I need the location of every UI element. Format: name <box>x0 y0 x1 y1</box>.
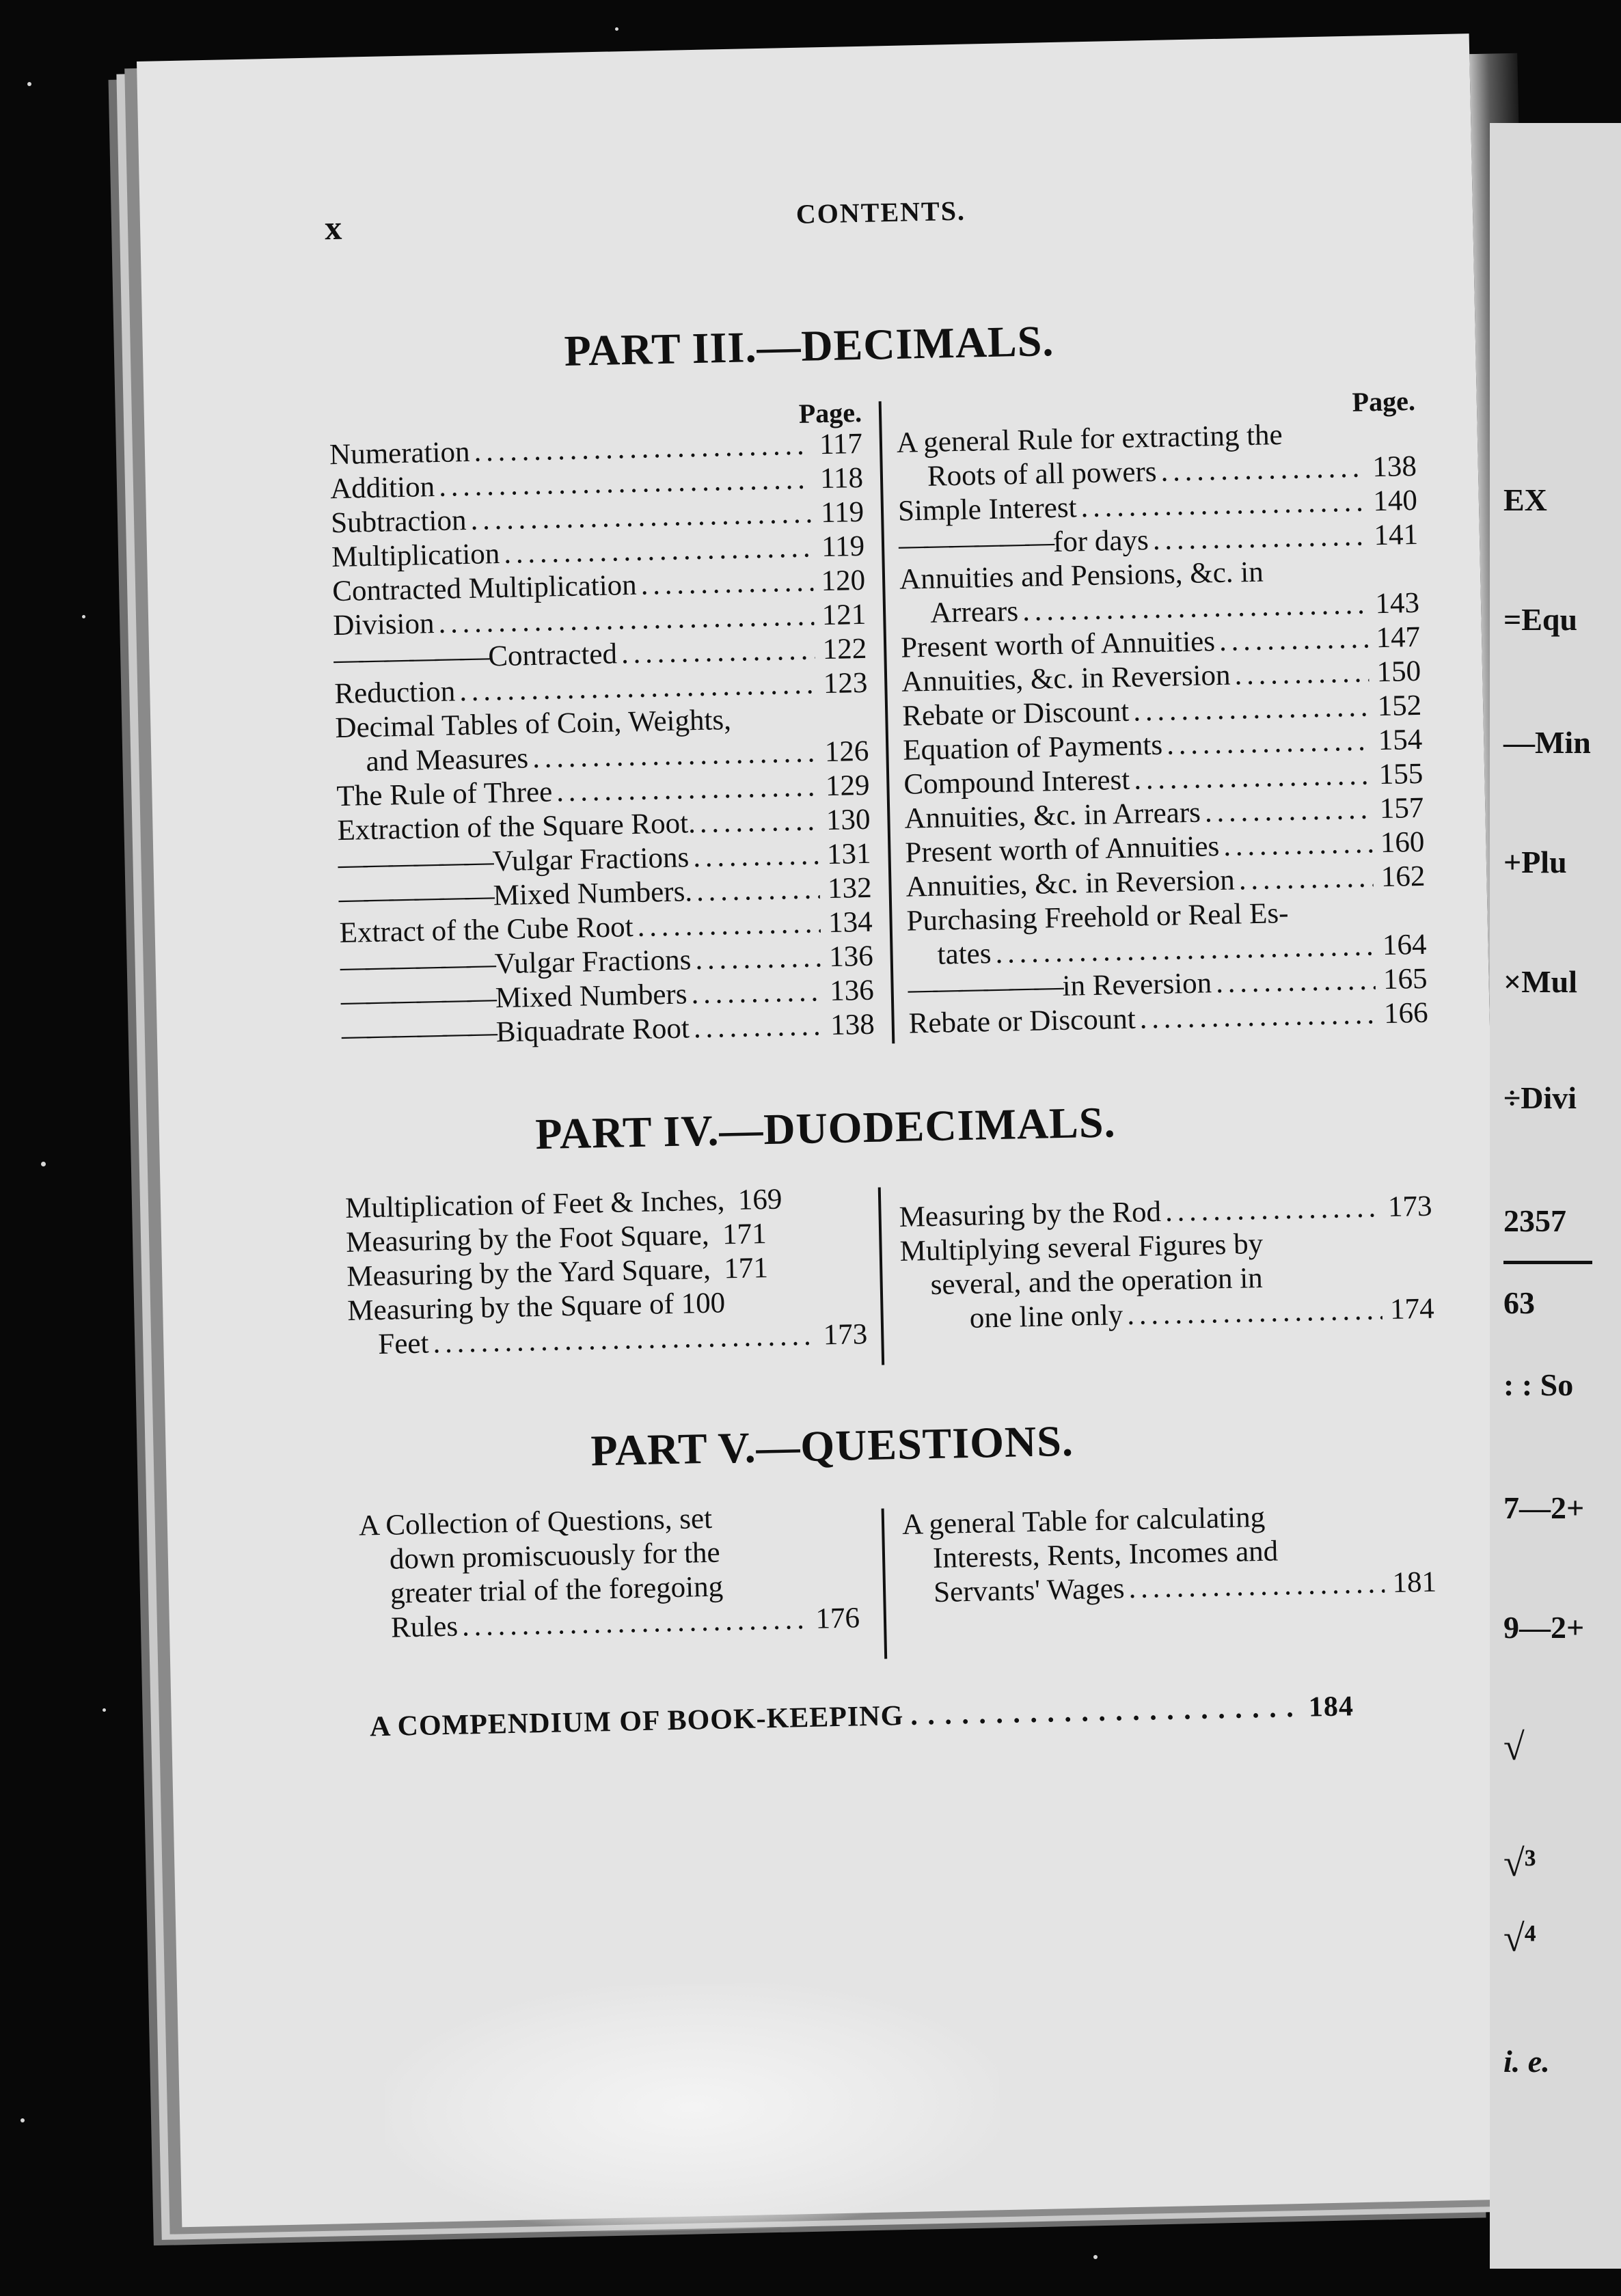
facing-line: ÷Divi <box>1503 1080 1577 1115</box>
toc-entry: Annuities, &c. in Reversion . . . 162 <box>905 860 1426 905</box>
toc-entry: Extract of the Cube Root . . . 134 <box>339 905 873 951</box>
column-divider <box>882 1509 888 1659</box>
root-symbol: √ <box>1503 1726 1525 1768</box>
book-page <box>137 33 1514 2227</box>
toc-entry: Purchasing Freehold or Real Es- <box>906 897 1289 938</box>
facing-line: 2357 <box>1503 1203 1566 1238</box>
dust-speck <box>103 1708 106 1712</box>
toc-entry: Numeration . . . 117 <box>329 427 863 472</box>
toc-entry: Rebate or Discount . . . 152 <box>902 689 1422 734</box>
toc-entry: Reduction . . . 123 <box>334 666 868 711</box>
toc-entry: The Rule of Three . . . 129 <box>336 769 870 814</box>
facing-line: ×Mul <box>1503 964 1577 999</box>
facing-line: —Min <box>1503 725 1591 760</box>
toc-entry: Addition . . . 118 <box>330 461 864 506</box>
dust-speck <box>27 82 31 86</box>
toc-entry: Compound Interest . . . 155 <box>903 757 1424 802</box>
toc-entry: greater trial of the foregoing <box>390 1570 724 1610</box>
toc-entry: —————— in Reversion . . . 165 <box>908 962 1428 1007</box>
toc-entry: Interests, Rents, Incomes and <box>932 1535 1279 1575</box>
column-divider <box>879 401 895 1043</box>
toc-entry: —————— Biquadrate Root . . . 138 <box>341 1008 875 1053</box>
toc-entry: and Measures . . . 126 <box>336 735 869 780</box>
part3-left-column <box>329 398 875 1053</box>
part5-right-column <box>902 1497 1437 1611</box>
dust-speck <box>21 2118 25 2122</box>
toc-entry: one line only . . . 174 <box>901 1292 1434 1337</box>
toc-entry: Present worth of Annuities . . . 147 <box>901 620 1421 666</box>
compendium-entry <box>370 1690 1354 1743</box>
toc-entry: Measuring by the Rod . . . 173 <box>899 1190 1432 1235</box>
toc-entry: Feet . . . 173 <box>348 1317 868 1363</box>
toc-entry: —————— for days . . . 141 <box>899 518 1419 563</box>
toc-entry: —————— Vulgar Fractions . . . 131 <box>338 837 871 882</box>
part4-left-column <box>345 1181 868 1363</box>
toc-entry: Measuring by the Foot Square, 171 <box>345 1218 767 1259</box>
dust-speck <box>82 615 85 618</box>
facing-line: 7—2+ <box>1503 1490 1585 1525</box>
page-column-label: Page. <box>798 396 862 429</box>
compendium-title: A COMPENDIUM OF BOOK-KEEPING <box>369 1700 904 1743</box>
root-symbol: √³ <box>1503 1842 1536 1885</box>
toc-entry: Equation of Payments . . . 154 <box>903 723 1423 768</box>
toc-entry: —————— Contracted . . . 122 <box>333 632 867 677</box>
facing-line: EX <box>1503 482 1547 517</box>
running-title: CONTENTS. <box>795 195 966 230</box>
toc-entry: Rebate or Discount . . . 166 <box>908 996 1428 1041</box>
toc-entry: —————— Vulgar Fractions . . . 136 <box>340 940 873 985</box>
root-symbol: √⁴ <box>1503 1917 1536 1960</box>
dust-speck <box>41 1162 46 1166</box>
dust-speck <box>615 27 618 31</box>
toc-entry: Servants' Wages . . . 181 <box>903 1566 1437 1611</box>
facing-line: : : So <box>1503 1367 1574 1402</box>
toc-entry: Rules . . . 176 <box>361 1601 860 1645</box>
toc-entry: Present worth of Annuities . . . 160 <box>905 825 1425 871</box>
toc-entry: Arrears . . . 143 <box>900 586 1420 631</box>
running-head <box>140 184 1473 253</box>
facing-line: =Equ <box>1503 602 1578 637</box>
toc-entry: tates . . . 164 <box>907 928 1427 973</box>
facing-line: i. e. <box>1503 2044 1550 2079</box>
part4-right-column <box>899 1190 1434 1337</box>
toc-entry: Subtraction . . . 119 <box>331 495 864 541</box>
page-column-label: Page. <box>1352 385 1416 418</box>
column-divider <box>878 1188 884 1365</box>
toc-entry: A general Table for calculating <box>901 1501 1266 1542</box>
toc-entry: Measuring by the Square of 100 <box>346 1287 726 1327</box>
toc-entry: down promiscuously for the <box>389 1536 721 1576</box>
page-number: x <box>324 208 342 247</box>
toc-entry: Decimal Tables of Coin, Weights, <box>335 703 732 745</box>
toc-entry: —————— Mixed Numbers . . . 136 <box>340 974 874 1019</box>
toc-entry: Annuities, &c. in Arrears . . . 157 <box>904 791 1424 836</box>
toc-entry: Multiplying several Figures by <box>899 1227 1264 1268</box>
compendium-page: 184 <box>1308 1691 1354 1723</box>
toc-entry: A Collection of Questions, set <box>358 1502 713 1542</box>
toc-entry: A general Rule for extracting the <box>896 419 1283 459</box>
toc-entry: —————— Mixed Numbers. . . . 132 <box>338 871 872 916</box>
toc-entry: Multiplication of Feet & Inches, 169 <box>344 1183 782 1225</box>
facing-page <box>1490 123 1621 2269</box>
toc-entry: Measuring by the Yard Square, 171 <box>346 1252 769 1293</box>
part4-title: PART IV.—DUODECIMALS. <box>534 1097 1117 1159</box>
facing-line: 63 <box>1503 1285 1535 1320</box>
dust-speck <box>1093 2255 1098 2259</box>
toc-entry: Multiplication . . . 119 <box>331 530 865 575</box>
fraction-bar <box>1503 1261 1592 1264</box>
toc-entry: Contracted Multiplication . . . 120 <box>332 564 866 609</box>
part5-title: PART V.—QUESTIONS. <box>590 1416 1074 1475</box>
facing-line: +Plu <box>1503 845 1567 879</box>
toc-entry: Annuities, &c. in Reversion . . . 150 <box>901 655 1421 700</box>
part3-right-column <box>896 387 1429 1041</box>
part3-title: PART III.—DECIMALS. <box>563 316 1054 375</box>
toc-entry: several, and the operation in <box>930 1261 1264 1302</box>
facing-line: 9—2+ <box>1503 1610 1585 1645</box>
toc-entry: Roots of all powers . . . 138 <box>897 450 1417 495</box>
toc-entry: Division . . . 121 <box>333 598 867 643</box>
part5-left-column <box>358 1499 860 1645</box>
toc-entry: Annuities and Pensions, &c. in <box>899 556 1264 596</box>
toc-entry: Extraction of the Square Root. . . . 130 <box>337 803 871 848</box>
faded-area <box>382 1978 1002 2237</box>
toc-entry: Simple Interest . . . 140 <box>898 484 1418 529</box>
